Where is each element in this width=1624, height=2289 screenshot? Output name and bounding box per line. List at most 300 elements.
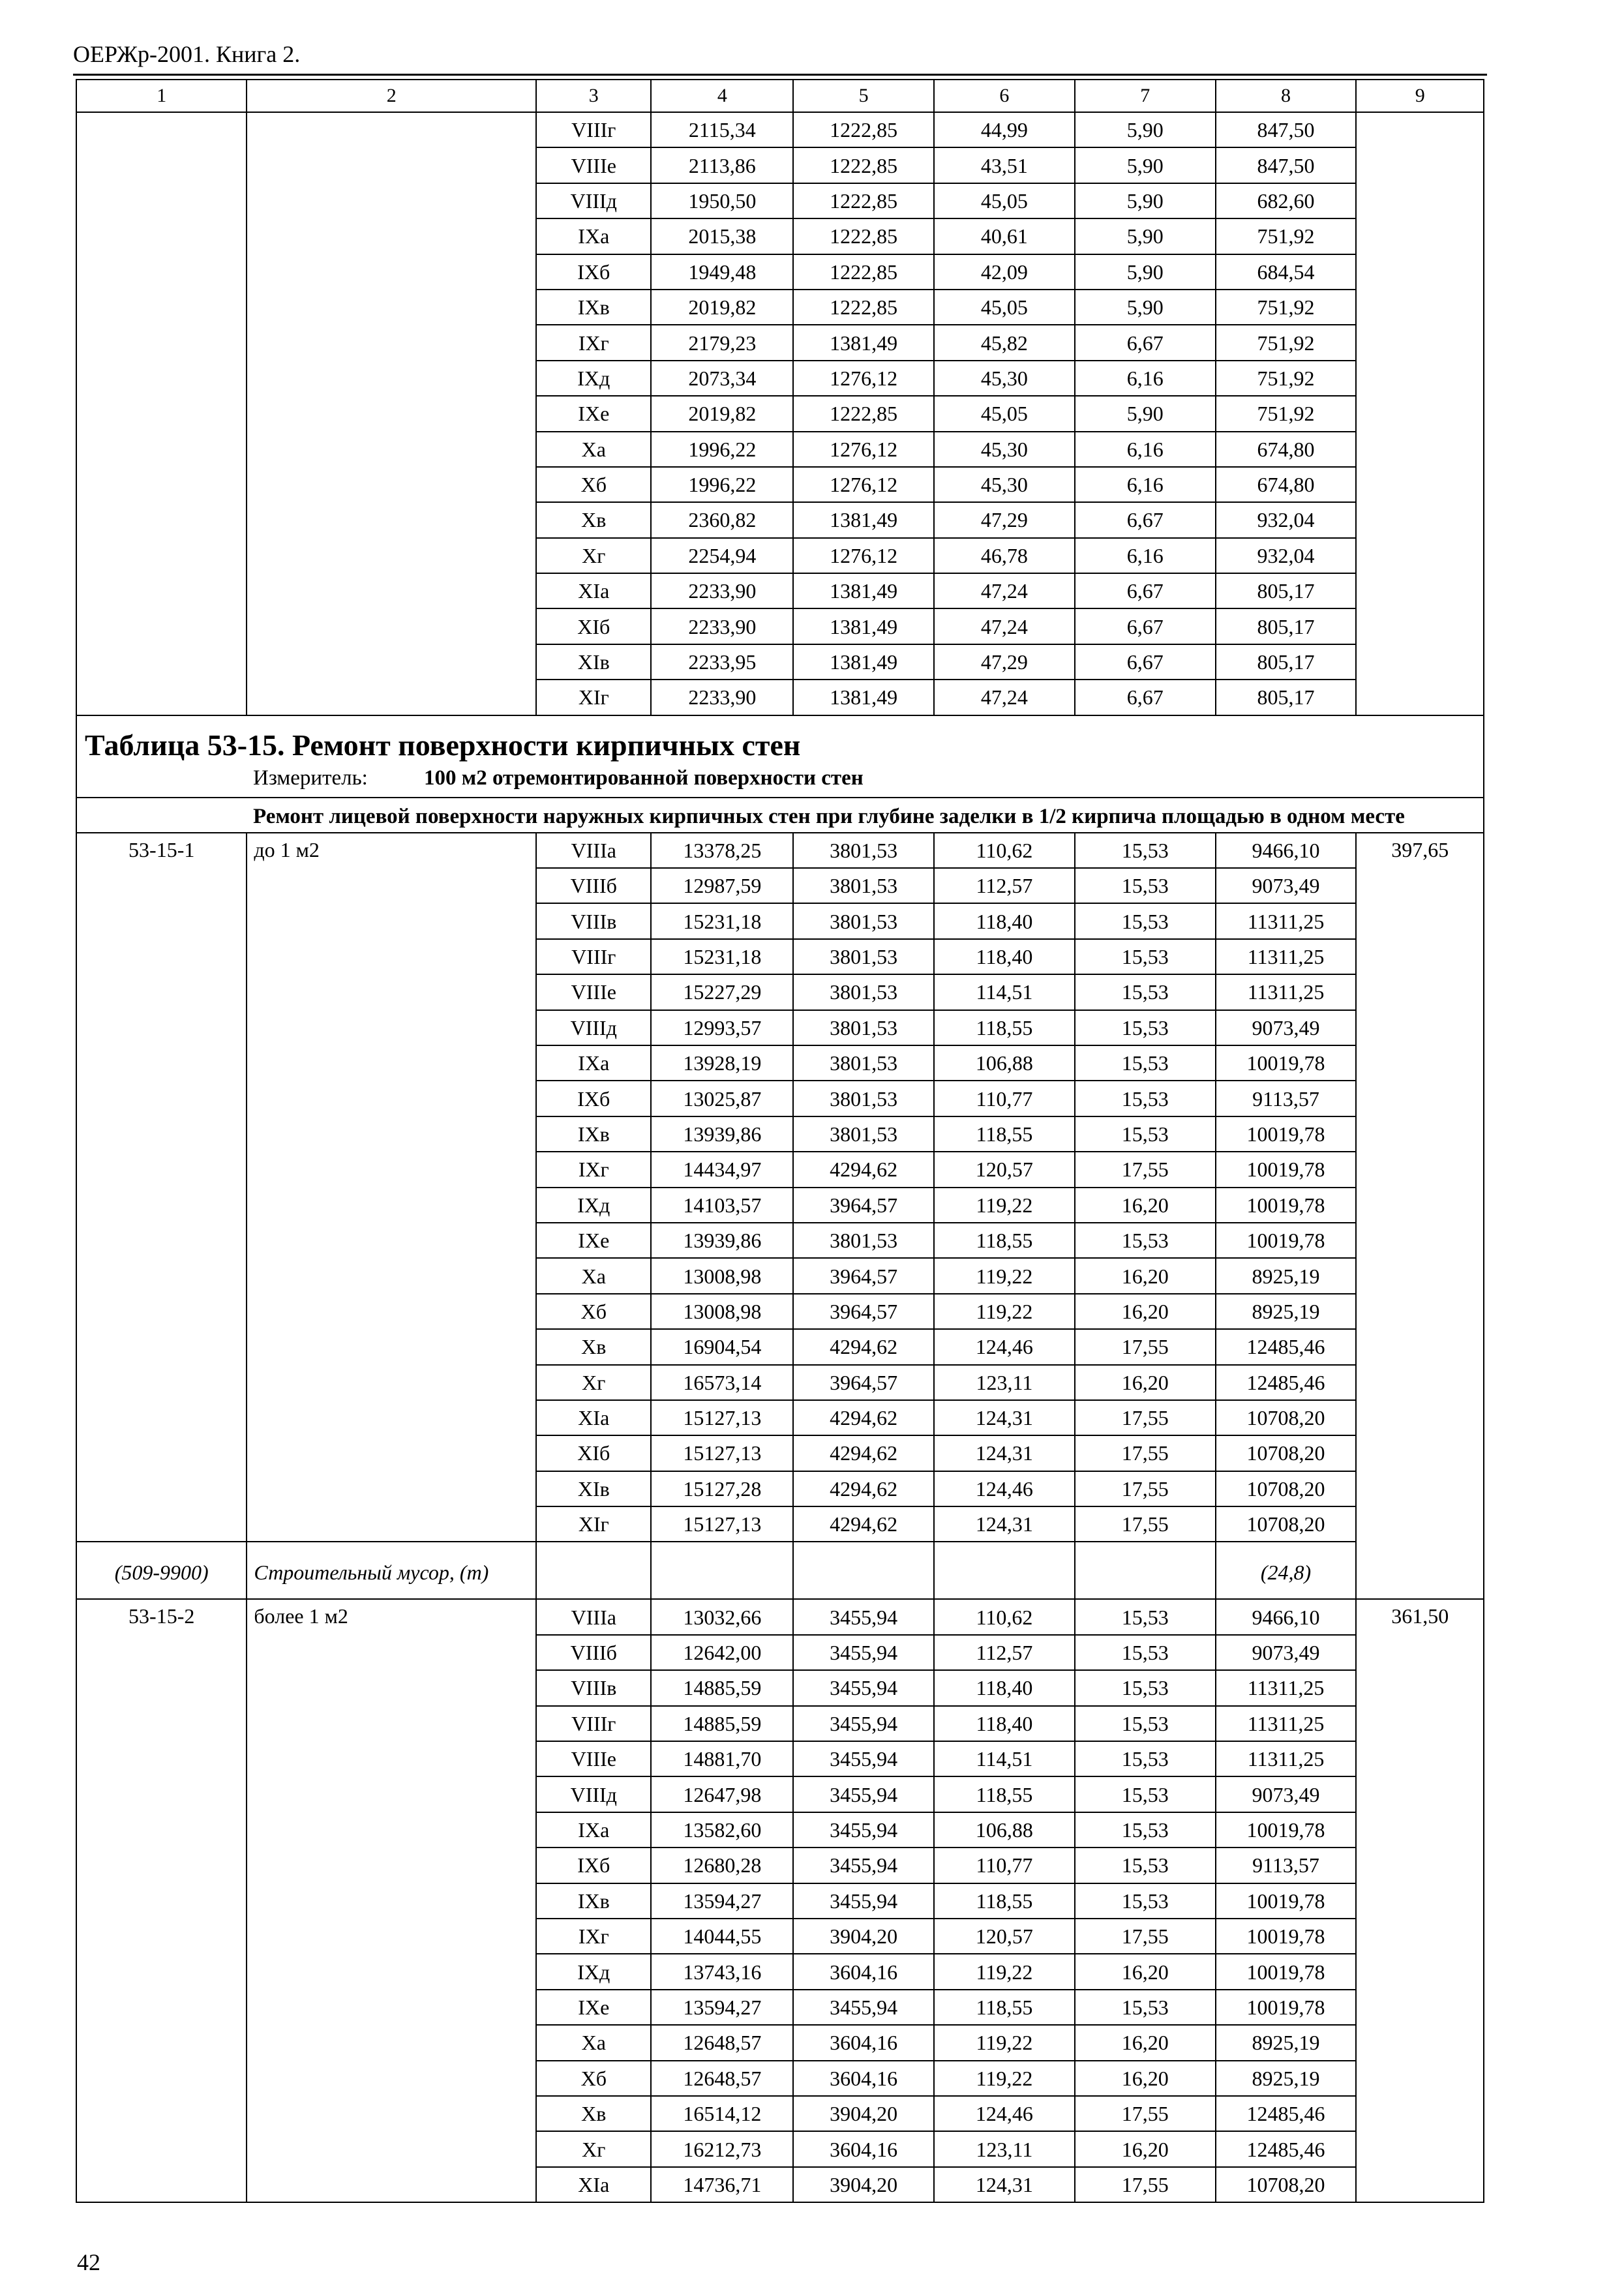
value-cell: 10019,78 <box>1216 1883 1357 1919</box>
empty-cell <box>934 1542 1075 1599</box>
value-cell: 11311,25 <box>1216 1706 1357 1741</box>
value-cell: 9073,49 <box>1216 1776 1357 1812</box>
value-cell: 10019,78 <box>1216 1045 1357 1081</box>
zone-cell: IXв <box>536 1116 651 1152</box>
value-cell: 47,24 <box>934 680 1075 715</box>
value-cell: 15,53 <box>1075 1599 1216 1634</box>
page-number: 42 <box>77 2249 100 2275</box>
value-cell: 13743,16 <box>651 1954 793 1989</box>
value-cell: 15,53 <box>1075 868 1216 903</box>
zone-cell: XIа <box>536 573 651 608</box>
value-cell: 4294,62 <box>793 1471 934 1506</box>
extra-cell <box>1356 325 1484 360</box>
value-cell: 3904,20 <box>793 2096 934 2131</box>
zone-cell: VIIIа <box>536 833 651 868</box>
zone-cell: VIIIг <box>536 1706 651 1741</box>
column-number: 1 <box>76 80 247 112</box>
value-cell: 15,53 <box>1075 833 1216 868</box>
column-number: 4 <box>651 80 793 112</box>
zone-cell: XIв <box>536 1471 651 1506</box>
value-cell: 2179,23 <box>651 325 793 360</box>
zone-cell: VIIIб <box>536 1635 651 1670</box>
value-cell: 1276,12 <box>793 467 934 502</box>
value-cell: 3801,53 <box>793 1223 934 1258</box>
value-cell: 8925,19 <box>1216 2025 1357 2060</box>
value-cell: 14434,97 <box>651 1152 793 1187</box>
meter-line <box>77 765 1483 797</box>
value-cell: 9113,57 <box>1216 1848 1357 1883</box>
value-cell: 6,16 <box>1075 361 1216 396</box>
meter-value: 100 м2 отремонтированной поверхности стен <box>424 766 864 790</box>
value-cell: 2113,86 <box>651 147 793 183</box>
zone-cell: IXе <box>536 1223 651 1258</box>
value-cell: 12648,57 <box>651 2061 793 2096</box>
value-cell: 13582,60 <box>651 1812 793 1848</box>
value-cell: 124,46 <box>934 1329 1075 1364</box>
value-cell: 1381,49 <box>793 325 934 360</box>
value-cell: 118,40 <box>934 903 1075 938</box>
description-cell <box>247 290 536 325</box>
description-cell <box>247 325 536 360</box>
value-cell: 6,16 <box>1075 467 1216 502</box>
value-cell: 47,24 <box>934 573 1075 608</box>
zone-cell: XIа <box>536 1400 651 1435</box>
value-cell: 120,57 <box>934 1152 1075 1187</box>
value-cell: 4294,62 <box>793 1506 934 1542</box>
value-cell: 2254,94 <box>651 538 793 573</box>
description-cell <box>247 183 536 218</box>
value-cell: 13594,27 <box>651 1990 793 2025</box>
subtitle-cell: Ремонт лицевой поверхности наружных кирпичных стен при глубине заделки в 1/2 кирпича площадью в одном месте <box>76 798 1484 833</box>
value-cell: 3801,53 <box>793 974 934 1010</box>
value-cell: 17,55 <box>1075 1919 1216 1954</box>
value-cell: 15,53 <box>1075 1883 1216 1919</box>
value-cell: 14103,57 <box>651 1188 793 1223</box>
zone-cell: IXе <box>536 1990 651 2025</box>
value-cell: 47,29 <box>934 502 1075 537</box>
zone-cell: IXг <box>536 1152 651 1187</box>
value-cell: 9073,49 <box>1216 868 1357 903</box>
description-cell <box>247 573 536 608</box>
zone-cell: Xв <box>536 1329 651 1364</box>
table-row <box>76 396 1484 431</box>
zone-cell: VIIIб <box>536 868 651 903</box>
debris-code: (509-9900) <box>76 1542 247 1599</box>
description-cell <box>247 361 536 396</box>
value-cell: 45,05 <box>934 396 1075 431</box>
value-cell: 751,92 <box>1216 396 1357 431</box>
value-cell: 3455,94 <box>793 1599 934 1634</box>
column-number: 6 <box>934 80 1075 112</box>
value-cell: 124,46 <box>934 2096 1075 2131</box>
value-cell: 15,53 <box>1075 1081 1216 1116</box>
extra-cell <box>1356 467 1484 502</box>
value-cell: 110,77 <box>934 1848 1075 1883</box>
value-cell: 110,62 <box>934 1599 1075 1634</box>
zone-cell: XIб <box>536 608 651 644</box>
zone-cell: VIIIе <box>536 1741 651 1776</box>
code-cell <box>76 680 247 715</box>
value-cell: 15,53 <box>1075 974 1216 1010</box>
table-row <box>76 218 1484 254</box>
value-cell: 16573,14 <box>651 1365 793 1400</box>
zone-cell: IXг <box>536 325 651 360</box>
value-cell: 2115,34 <box>651 112 793 147</box>
value-cell: 9466,10 <box>1216 1599 1357 1634</box>
table-row <box>76 833 1484 868</box>
value-cell: 12485,46 <box>1216 2096 1357 2131</box>
value-cell: 6,16 <box>1075 538 1216 573</box>
value-cell: 805,17 <box>1216 573 1357 608</box>
value-cell: 11311,25 <box>1216 939 1357 974</box>
table-row <box>76 432 1484 467</box>
value-cell: 2360,82 <box>651 502 793 537</box>
value-cell: 3801,53 <box>793 868 934 903</box>
value-cell: 118,55 <box>934 1223 1075 1258</box>
value-cell: 45,05 <box>934 290 1075 325</box>
zone-cell: XIг <box>536 1506 651 1542</box>
value-cell: 8925,19 <box>1216 2061 1357 2096</box>
value-cell: 5,90 <box>1075 147 1216 183</box>
extra-cell <box>1356 573 1484 608</box>
value-cell: 15,53 <box>1075 1848 1216 1883</box>
value-cell: 1222,85 <box>793 218 934 254</box>
value-cell: 16,20 <box>1075 2131 1216 2166</box>
zone-cell: Xв <box>536 2096 651 2131</box>
value-cell: 16212,73 <box>651 2131 793 2166</box>
value-cell: 16514,12 <box>651 2096 793 2131</box>
zone-cell: Xв <box>536 502 651 537</box>
description-cell <box>247 112 536 147</box>
value-cell: 11311,25 <box>1216 1670 1357 1705</box>
value-cell: 119,22 <box>934 2025 1075 2060</box>
zone-cell: IXб <box>536 1081 651 1116</box>
value-cell: 12680,28 <box>651 1848 793 1883</box>
value-cell: 118,40 <box>934 939 1075 974</box>
value-cell: 119,22 <box>934 2061 1075 2096</box>
value-cell: 45,30 <box>934 361 1075 396</box>
value-cell: 13032,66 <box>651 1599 793 1634</box>
extra-cell <box>1356 680 1484 715</box>
description-cell <box>247 608 536 644</box>
value-cell: 110,62 <box>934 833 1075 868</box>
value-cell: 15227,29 <box>651 974 793 1010</box>
value-cell: 14885,59 <box>651 1706 793 1741</box>
value-cell: 16,20 <box>1075 2061 1216 2096</box>
value-cell: 3455,94 <box>793 1883 934 1919</box>
value-cell: 751,92 <box>1216 325 1357 360</box>
value-cell: 10019,78 <box>1216 1116 1357 1152</box>
zone-cell: Xб <box>536 1294 651 1329</box>
value-cell: 45,30 <box>934 432 1075 467</box>
zone-cell: VIIIд <box>536 1776 651 1812</box>
value-cell: 6,67 <box>1075 325 1216 360</box>
value-cell: 1276,12 <box>793 361 934 396</box>
zone-cell: VIIIв <box>536 1670 651 1705</box>
value-cell: 43,51 <box>934 147 1075 183</box>
code-cell <box>76 467 247 502</box>
value-cell: 847,50 <box>1216 112 1357 147</box>
value-cell: 1276,12 <box>793 432 934 467</box>
value-cell: 15127,13 <box>651 1506 793 1542</box>
value-cell: 17,55 <box>1075 2167 1216 2202</box>
value-cell: 2233,90 <box>651 608 793 644</box>
zone-cell: IXг <box>536 1919 651 1954</box>
zone-cell: VIIIв <box>536 903 651 938</box>
value-cell: 3455,94 <box>793 1741 934 1776</box>
value-cell: 3964,57 <box>793 1188 934 1223</box>
value-cell: 11311,25 <box>1216 903 1357 938</box>
extra-cell <box>1356 432 1484 467</box>
zone-cell: XIг <box>536 680 651 715</box>
value-cell: 6,67 <box>1075 680 1216 715</box>
value-cell: 12485,46 <box>1216 1365 1357 1400</box>
table-row <box>76 538 1484 573</box>
value-cell: 15,53 <box>1075 1812 1216 1848</box>
code-cell <box>76 432 247 467</box>
value-cell: 124,31 <box>934 2167 1075 2202</box>
zone-cell: XIа <box>536 2167 651 2202</box>
value-cell: 17,55 <box>1075 1471 1216 1506</box>
value-cell: 1381,49 <box>793 644 934 680</box>
debris-label: Строительный мусор, (т) <box>247 1542 536 1599</box>
value-cell: 17,55 <box>1075 1506 1216 1542</box>
value-cell: 10708,20 <box>1216 1506 1357 1542</box>
value-cell: 1949,48 <box>651 254 793 290</box>
value-cell: 2019,82 <box>651 396 793 431</box>
value-cell: 4294,62 <box>793 1435 934 1471</box>
zone-cell: IXд <box>536 1188 651 1223</box>
table-row <box>76 183 1484 218</box>
value-cell: 14044,55 <box>651 1919 793 1954</box>
zone-cell: VIIIг <box>536 112 651 147</box>
debris-value: (24,8) <box>1216 1542 1357 1599</box>
value-cell: 1996,22 <box>651 467 793 502</box>
value-cell: 106,88 <box>934 1812 1075 1848</box>
value-cell: 1222,85 <box>793 254 934 290</box>
value-cell: 6,67 <box>1075 573 1216 608</box>
extra-cell <box>1356 502 1484 537</box>
value-cell: 106,88 <box>934 1045 1075 1081</box>
value-cell: 3604,16 <box>793 1954 934 1989</box>
value-cell: 5,90 <box>1075 254 1216 290</box>
value-cell: 10708,20 <box>1216 1435 1357 1471</box>
value-cell: 751,92 <box>1216 218 1357 254</box>
value-cell: 12647,98 <box>651 1776 793 1812</box>
subtitle-row <box>76 798 1484 833</box>
zone-cell: VIIIд <box>536 183 651 218</box>
value-cell: 6,67 <box>1075 502 1216 537</box>
value-cell: 3904,20 <box>793 2167 934 2202</box>
column-number: 5 <box>793 80 934 112</box>
column-number: 9 <box>1356 80 1484 112</box>
zone-cell: VIIIг <box>536 939 651 974</box>
value-cell: 3964,57 <box>793 1294 934 1329</box>
value-cell: 17,55 <box>1075 1435 1216 1471</box>
value-cell: 6,67 <box>1075 608 1216 644</box>
value-cell: 120,57 <box>934 1919 1075 1954</box>
value-cell: 40,61 <box>934 218 1075 254</box>
value-cell: 9113,57 <box>1216 1081 1357 1116</box>
value-cell: 674,80 <box>1216 467 1357 502</box>
header-rule <box>73 74 1487 76</box>
value-cell: 3455,94 <box>793 1635 934 1670</box>
table-row <box>76 325 1484 360</box>
value-cell: 124,46 <box>934 1471 1075 1506</box>
value-cell: 124,31 <box>934 1506 1075 1542</box>
value-cell: 10019,78 <box>1216 1990 1357 2025</box>
code-cell <box>76 502 247 537</box>
value-cell: 15127,13 <box>651 1400 793 1435</box>
value-cell: 684,54 <box>1216 254 1357 290</box>
value-cell: 805,17 <box>1216 608 1357 644</box>
value-cell: 12485,46 <box>1216 2131 1357 2166</box>
description-cell <box>247 644 536 680</box>
extra-cell <box>1356 290 1484 325</box>
zone-cell: VIIIа <box>536 1599 651 1634</box>
value-cell: 123,11 <box>934 1365 1075 1400</box>
value-cell: 16,20 <box>1075 1294 1216 1329</box>
extra-cell <box>1356 361 1484 396</box>
table-row <box>76 254 1484 290</box>
value-cell: 1222,85 <box>793 112 934 147</box>
description-cell <box>247 218 536 254</box>
code-cell: 53-15-1 <box>76 833 247 1542</box>
value-cell: 13008,98 <box>651 1258 793 1293</box>
value-cell: 17,55 <box>1075 2096 1216 2131</box>
zone-cell: Xб <box>536 2061 651 2096</box>
zone-cell: Xг <box>536 1365 651 1400</box>
value-cell: 9073,49 <box>1216 1010 1357 1045</box>
value-cell: 3801,53 <box>793 1010 934 1045</box>
value-cell: 118,55 <box>934 1776 1075 1812</box>
value-cell: 12648,57 <box>651 2025 793 2060</box>
value-cell: 110,77 <box>934 1081 1075 1116</box>
zone-cell: VIIIд <box>536 1010 651 1045</box>
table-row <box>76 573 1484 608</box>
value-cell: 674,80 <box>1216 432 1357 467</box>
value-cell: 9466,10 <box>1216 833 1357 868</box>
value-cell: 15,53 <box>1075 1706 1216 1741</box>
table-row <box>76 290 1484 325</box>
value-cell: 2233,90 <box>651 680 793 715</box>
column-number: 3 <box>536 80 651 112</box>
code-cell: 53-15-2 <box>76 1599 247 2202</box>
value-cell: 3904,20 <box>793 1919 934 1954</box>
table-row <box>76 147 1484 183</box>
empty-cell <box>536 1542 651 1599</box>
zone-cell: IXе <box>536 396 651 431</box>
zone-cell: IXб <box>536 1848 651 1883</box>
code-cell <box>76 644 247 680</box>
code-cell <box>76 573 247 608</box>
zone-cell: IXв <box>536 1883 651 1919</box>
value-cell: 15,53 <box>1075 1990 1216 2025</box>
value-cell: 118,55 <box>934 1990 1075 2025</box>
value-cell: 13939,86 <box>651 1116 793 1152</box>
value-cell: 3801,53 <box>793 1045 934 1081</box>
value-cell: 11311,25 <box>1216 974 1357 1010</box>
value-cell: 15127,13 <box>651 1435 793 1471</box>
meter-label: Измеритель: <box>253 766 368 790</box>
value-cell: 932,04 <box>1216 502 1357 537</box>
description-cell <box>247 396 536 431</box>
column-number-row <box>76 80 1484 112</box>
value-cell: 15,53 <box>1075 939 1216 974</box>
value-cell: 16,20 <box>1075 1365 1216 1400</box>
description-cell <box>247 538 536 573</box>
value-cell: 3801,53 <box>793 833 934 868</box>
value-cell: 10019,78 <box>1216 1919 1357 1954</box>
value-cell: 1222,85 <box>793 147 934 183</box>
value-cell: 13025,87 <box>651 1081 793 1116</box>
value-cell: 3801,53 <box>793 1081 934 1116</box>
value-cell: 6,67 <box>1075 644 1216 680</box>
value-cell: 10708,20 <box>1216 1400 1357 1435</box>
value-cell: 15,53 <box>1075 903 1216 938</box>
zone-cell: IXа <box>536 1812 651 1848</box>
value-cell: 114,51 <box>934 974 1075 1010</box>
value-cell: 932,04 <box>1216 538 1357 573</box>
extra-cell <box>1356 396 1484 431</box>
value-cell: 15,53 <box>1075 1223 1216 1258</box>
zone-cell: VIIIе <box>536 974 651 1010</box>
value-cell: 2233,90 <box>651 573 793 608</box>
zone-cell: Xг <box>536 538 651 573</box>
code-cell <box>76 112 247 147</box>
value-cell: 6,16 <box>1075 432 1216 467</box>
page-header-title: ОЕРЖр-2001. Книга 2. <box>73 41 301 67</box>
code-cell <box>76 361 247 396</box>
extra-cell <box>1356 218 1484 254</box>
value-cell: 3604,16 <box>793 2061 934 2096</box>
value-cell: 124,31 <box>934 1400 1075 1435</box>
value-cell: 10019,78 <box>1216 1152 1357 1187</box>
zone-cell: Xа <box>536 1258 651 1293</box>
value-cell: 3964,57 <box>793 1258 934 1293</box>
value-cell: 10019,78 <box>1216 1223 1357 1258</box>
value-cell: 119,22 <box>934 1294 1075 1329</box>
value-cell: 3455,94 <box>793 1848 934 1883</box>
extra-cell <box>1356 254 1484 290</box>
value-cell: 5,90 <box>1075 290 1216 325</box>
value-cell: 44,99 <box>934 112 1075 147</box>
value-cell: 14885,59 <box>651 1670 793 1705</box>
value-cell: 118,55 <box>934 1116 1075 1152</box>
zone-cell: Xа <box>536 2025 651 2060</box>
value-cell: 2233,95 <box>651 644 793 680</box>
value-cell: 5,90 <box>1075 112 1216 147</box>
value-cell: 3455,94 <box>793 1990 934 2025</box>
value-cell: 16904,54 <box>651 1329 793 1364</box>
value-cell: 11311,25 <box>1216 1741 1357 1776</box>
value-cell: 118,55 <box>934 1883 1075 1919</box>
value-cell: 112,57 <box>934 1635 1075 1670</box>
value-cell: 3455,94 <box>793 1706 934 1741</box>
value-cell: 3455,94 <box>793 1812 934 1848</box>
value-cell: 3964,57 <box>793 1365 934 1400</box>
empty-cell <box>793 1542 934 1599</box>
value-cell: 119,22 <box>934 1258 1075 1293</box>
zone-cell: IXа <box>536 1045 651 1081</box>
value-cell: 13928,19 <box>651 1045 793 1081</box>
value-cell: 10708,20 <box>1216 2167 1357 2202</box>
value-cell: 1381,49 <box>793 680 934 715</box>
description-cell <box>247 254 536 290</box>
value-cell: 45,82 <box>934 325 1075 360</box>
value-cell: 9073,49 <box>1216 1635 1357 1670</box>
value-cell: 12993,57 <box>651 1010 793 1045</box>
